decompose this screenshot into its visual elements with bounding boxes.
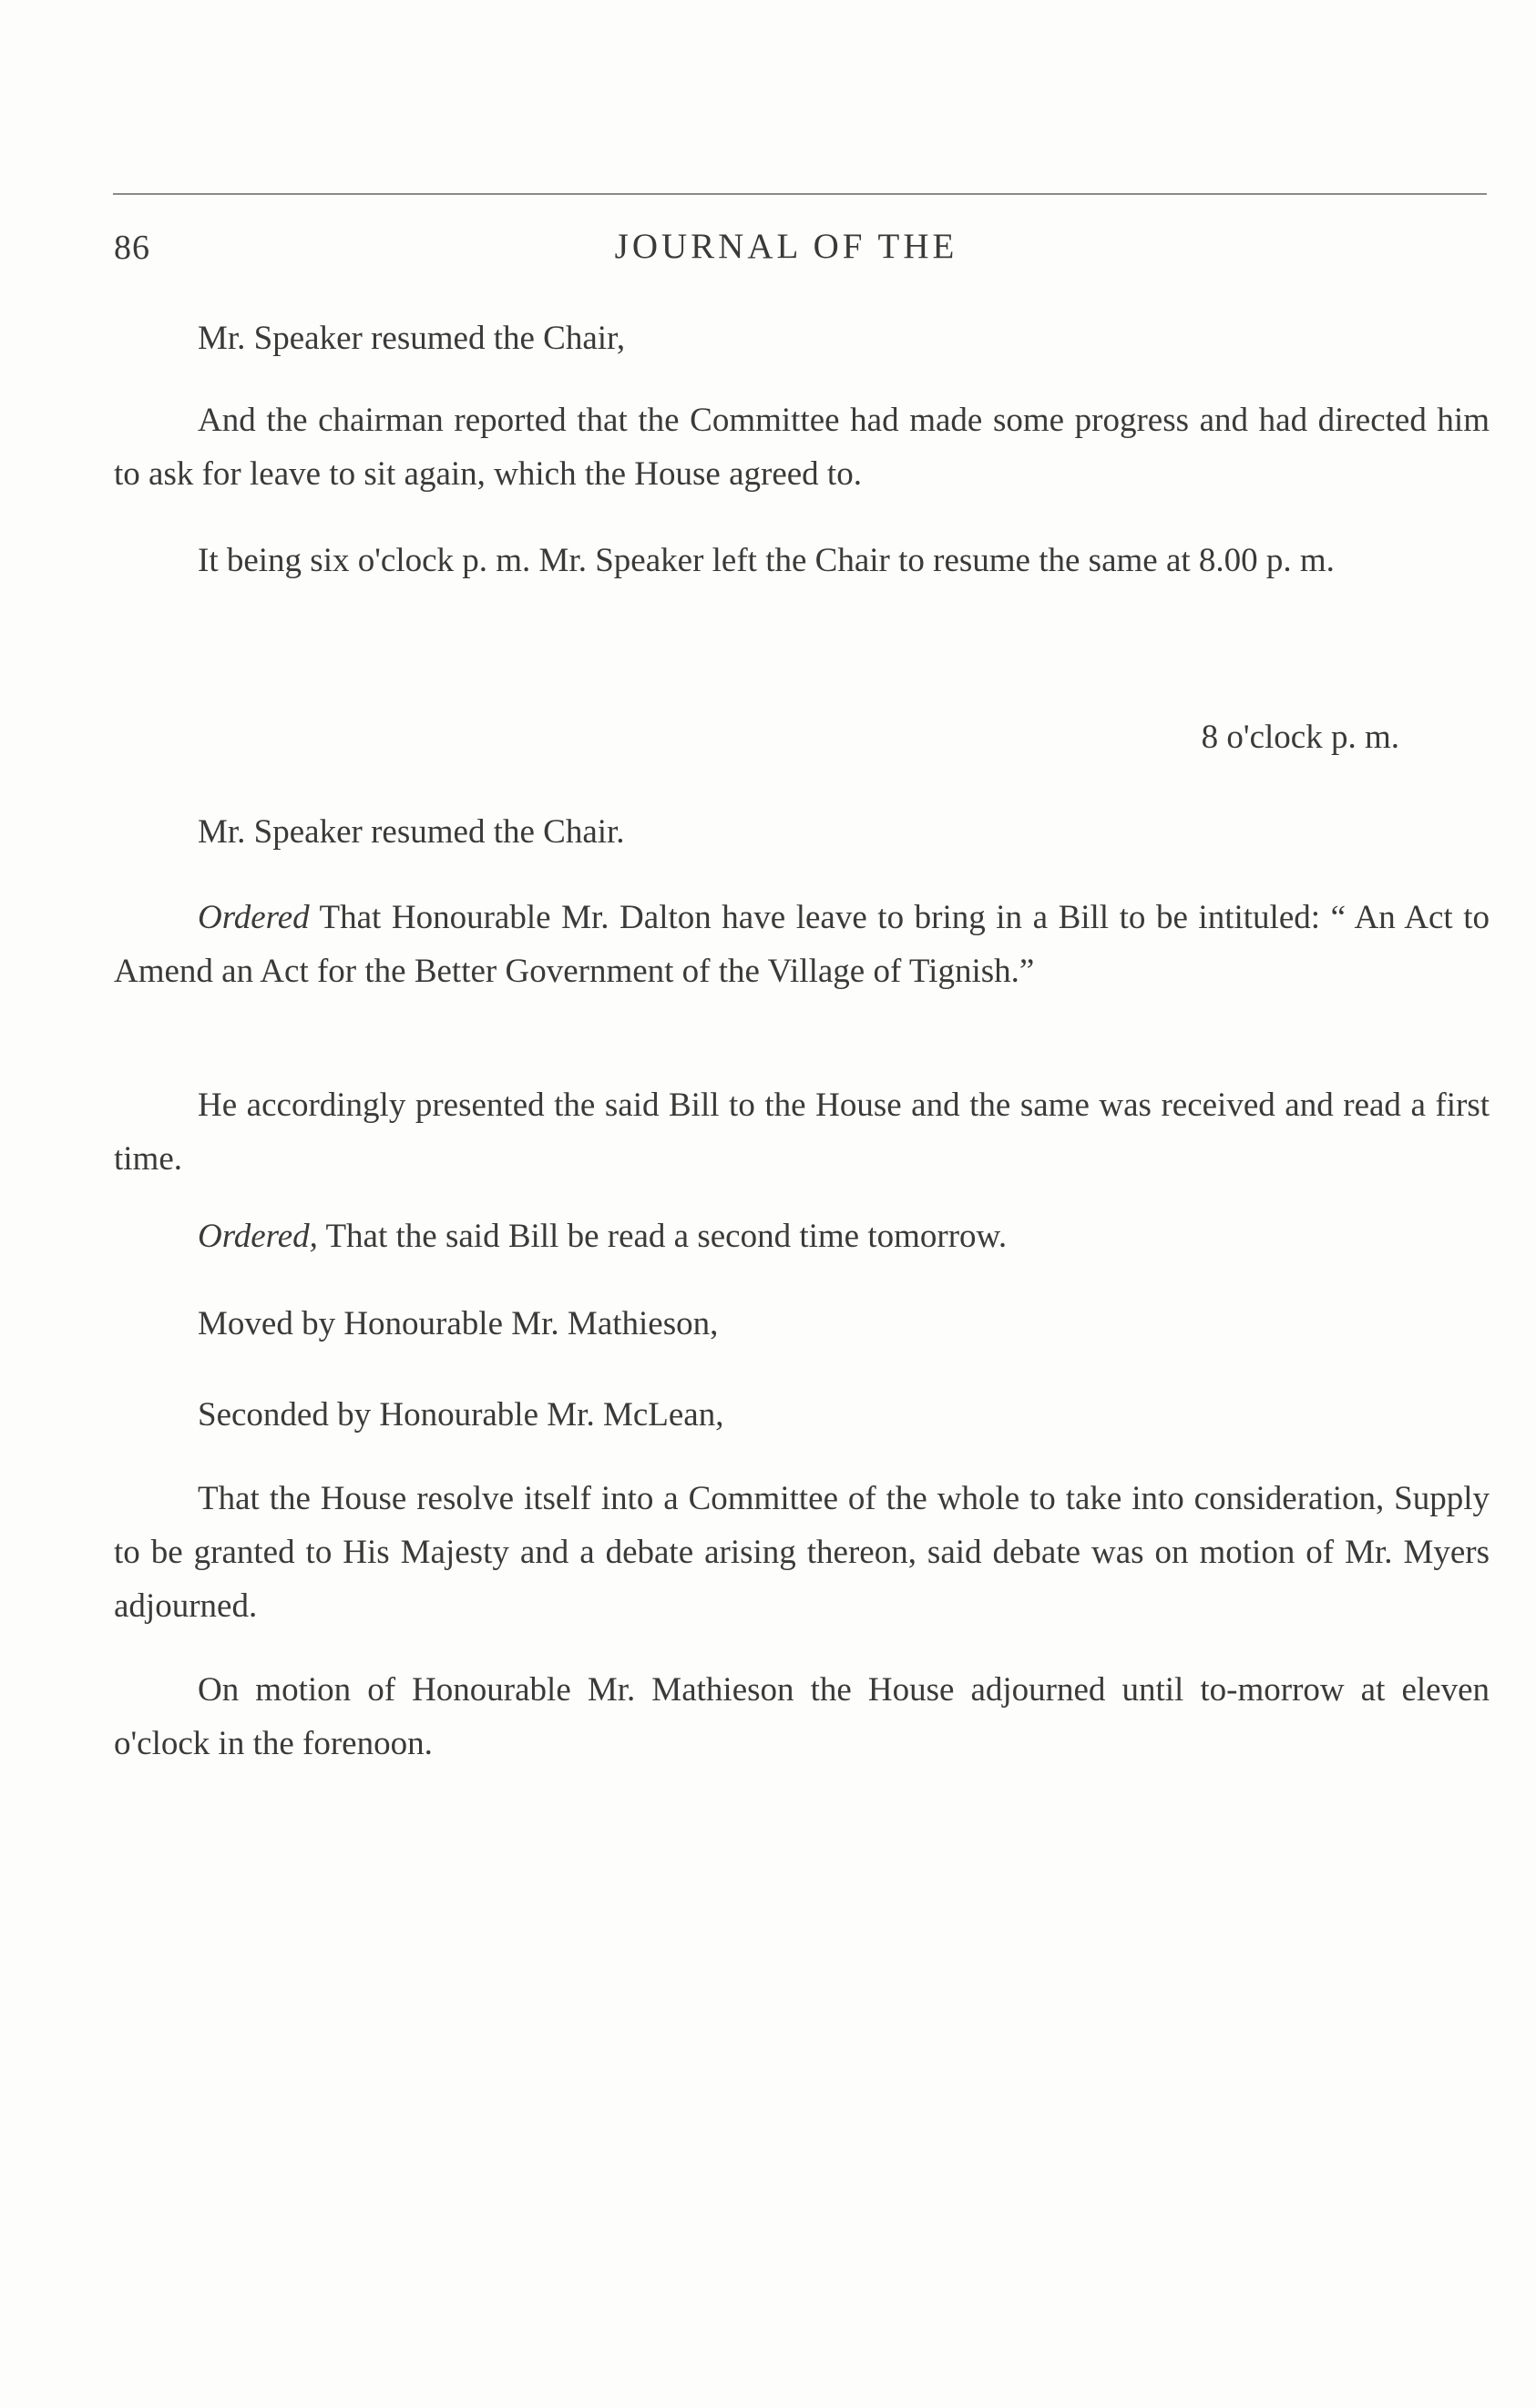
paragraph-text: Mr. Speaker resumed the Chair, [198, 320, 626, 357]
paragraph-six-oclock [114, 534, 1490, 587]
paragraph-ordered-bill [114, 891, 1490, 998]
time-heading: 8 o'clock p. m. [1201, 719, 1399, 756]
paragraph-text: Mr. Speaker resumed the Chair. [198, 813, 625, 851]
paragraph-text: Moved by Honourable Mr. Mathieson, [198, 1305, 719, 1342]
page-number: 86 [114, 229, 150, 267]
paragraph-text: He accordingly presented the said Bill to the House and the same was received and read a first time. [114, 1087, 1490, 1178]
ordered-lead: Ordered, [198, 1218, 318, 1255]
header-rule [113, 193, 1487, 195]
paragraph-text: That Honourable Mr. Dalton have leave to bring in a Bill to be intituled: “ An Act to Amend an Act for the Better Government of the Village of Tignish.” [114, 899, 1490, 990]
paragraph-text: That the said Bill be read a second time tomorrow. [317, 1218, 1008, 1255]
paragraph-text: Seconded by Honourable Mr. McLean, [198, 1396, 724, 1434]
paragraph-chairman-report [114, 393, 1490, 501]
paragraph-speaker-resumed [114, 311, 1490, 365]
paragraph-seconded-by [114, 1388, 1490, 1442]
paragraph-bill-presented [114, 1078, 1490, 1186]
paragraph-text: That the House resolve itself into a Committee of the whole to take into consideration, Supply to be granted to His Majesty and a debate arising thereon, said debate was on motion of Mr. Myers adjourned. [114, 1480, 1490, 1625]
paragraph-adjournment [114, 1663, 1490, 1770]
ordered-lead: Ordered [198, 899, 310, 936]
paragraph-text: It being six o'clock p. m. Mr. Speaker left the Chair to resume the same at 8.00 p. m. [198, 542, 1335, 579]
paragraph-text: And the chairman reported that the Committee had made some progress and had directed him to ask for leave to sit again, which the House agreed to. [114, 402, 1490, 493]
running-head: JOURNAL OF THE [614, 227, 958, 266]
paragraph-ordered-second-reading [114, 1209, 1490, 1263]
paragraph-supply-motion [114, 1472, 1490, 1633]
paragraph-moved-by [114, 1297, 1490, 1351]
paragraph-text: On motion of Honourable Mr. Mathieson the House adjourned until to-morrow at eleven o'clock in the forenoon. [114, 1671, 1490, 1762]
paragraph-speaker-resumed-evening [114, 805, 1490, 859]
